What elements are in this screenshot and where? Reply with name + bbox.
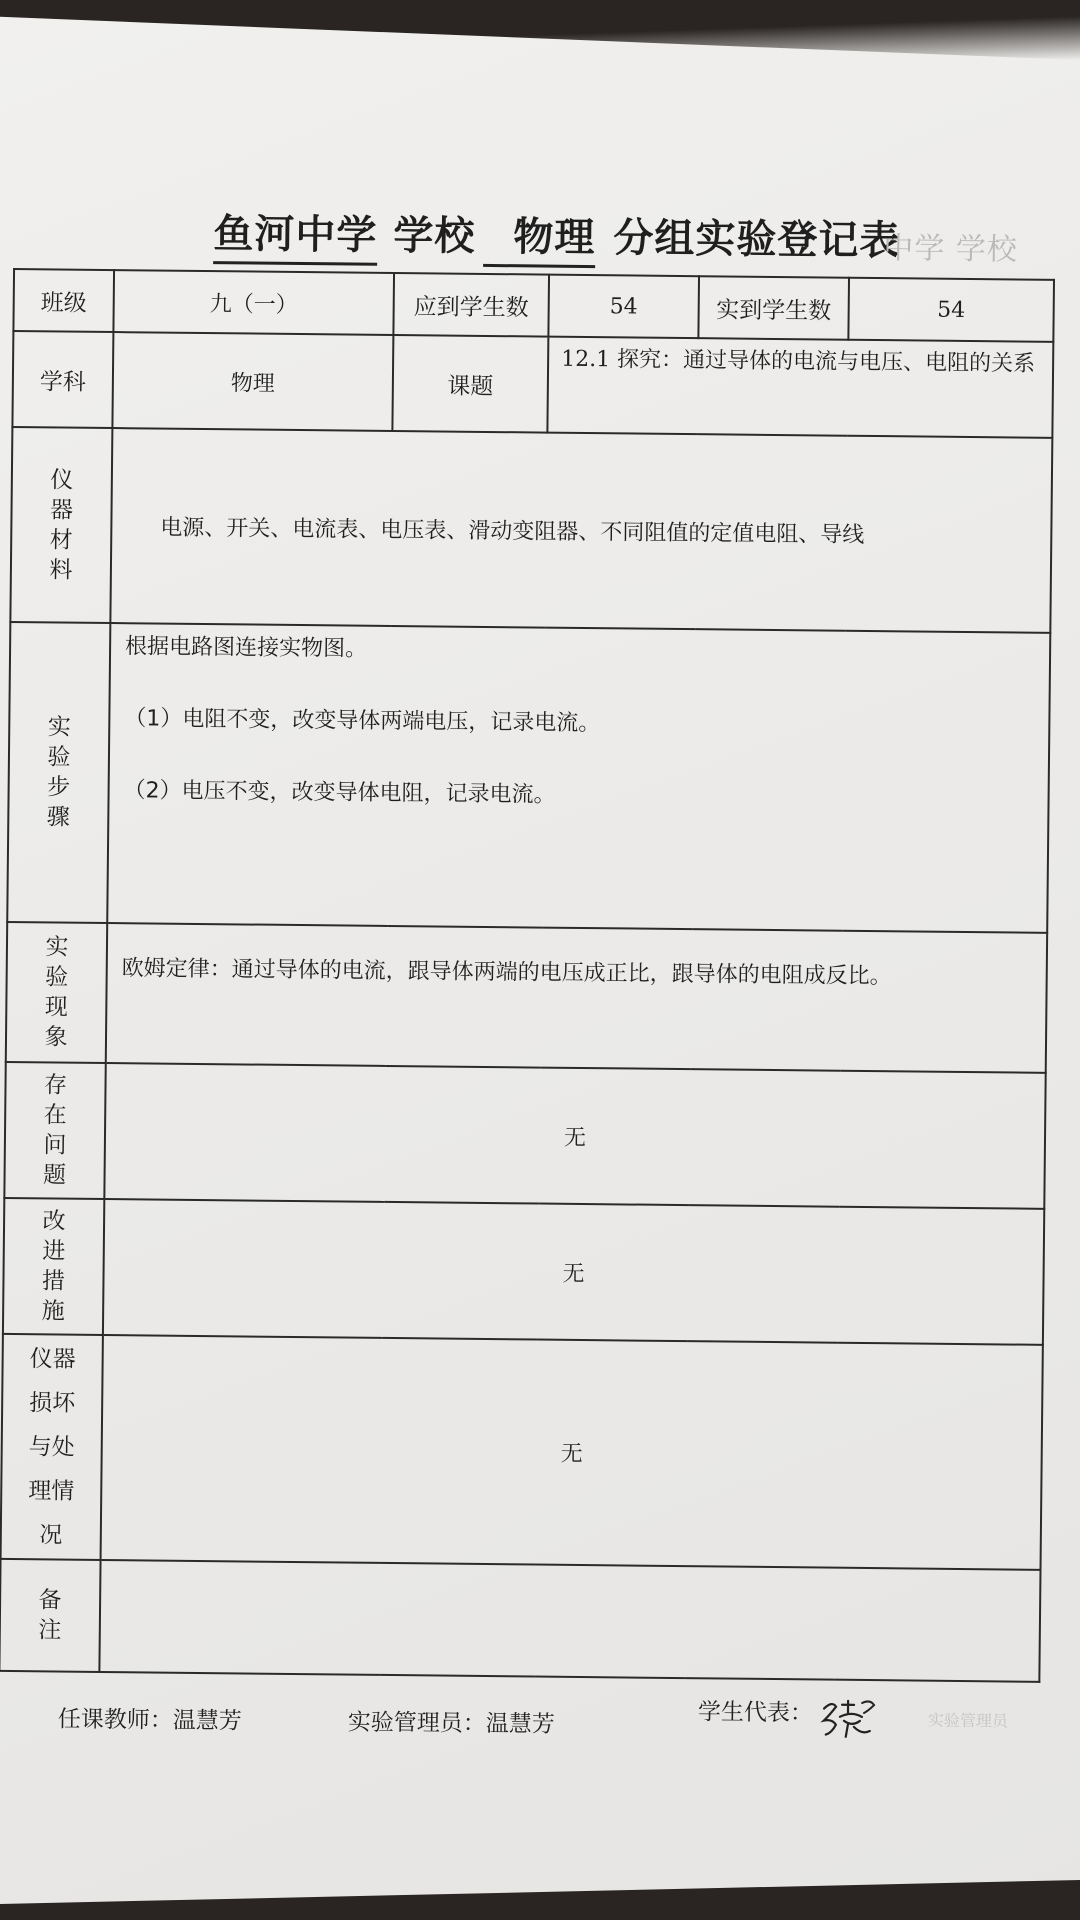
student-handwritten-signature-icon [818, 1695, 888, 1740]
title-school: 鱼河中学 [213, 202, 378, 266]
equipment-label: 仪器材料 [10, 427, 112, 623]
expected-students-label: 应到学生数 [393, 273, 549, 337]
row-remarks [0, 1559, 1041, 1682]
admin-name: 温慧芳 [485, 1711, 555, 1738]
class-value: 九（一） [113, 270, 394, 335]
step-intro: 根据电路图连接实物图。 [124, 634, 368, 662]
actual-students-label: 实到学生数 [698, 276, 849, 340]
teacher-label: 任课教师： [57, 1706, 174, 1734]
row-subject [12, 331, 1053, 438]
title-subject: 物理 [483, 205, 596, 268]
equipment-value: 电源、开关、电流表、电压表、滑动变阻器、不同阻值的定值电阻、导线 [110, 428, 1052, 633]
topic-label: 课题 [392, 335, 548, 433]
damage-value: 无 [101, 1335, 1043, 1570]
expected-students-value: 54 [548, 275, 699, 339]
admin-signature [348, 1704, 555, 1739]
stamp-bleed-through: 实验管理员 [927, 1710, 1009, 1731]
topic-value: 12.1 探究：通过导体的电流与电压、电阻的关系 [547, 337, 1053, 438]
form-table [0, 268, 1055, 1683]
phenomenon-label: 实验现象 [6, 922, 107, 1063]
admin-label: 实验管理员： [347, 1709, 486, 1738]
improvements-value: 无 [103, 1199, 1044, 1345]
subject-label: 学科 [12, 331, 113, 428]
phenomenon-value: 欧姆定律：通过导体的电流，跟导体两端的电压成正比，跟导体的电阻成反比。 [106, 923, 1047, 1073]
row-damage [1, 1334, 1043, 1570]
title-suffix: 分组实验登记表 [613, 215, 901, 265]
row-equipment [10, 427, 1052, 633]
row-improvements [3, 1198, 1044, 1345]
registration-form [0, 180, 1054, 1763]
problems-value: 无 [104, 1063, 1045, 1209]
row-phenomenon [6, 922, 1047, 1073]
student-rep-label: 学生代表： [697, 1699, 814, 1727]
damage-label: 仪器损坏与处理情况 [1, 1334, 103, 1560]
subject-value: 物理 [112, 332, 393, 431]
form-title [13, 180, 1054, 279]
remarks-value [99, 1560, 1040, 1682]
step-1: （1）电阻不变，改变导体两端电压，记录电流。 [124, 706, 601, 737]
steps-label: 实验步骤 [7, 622, 110, 923]
row-class [13, 269, 1054, 342]
teacher-name: 温慧芳 [172, 1707, 243, 1735]
background-edge-top [0, 0, 1080, 60]
step-2: （2）电压不变，改变导体电阻，记录电流。 [123, 778, 556, 808]
improvements-label: 改进措施 [3, 1198, 104, 1335]
row-problems [4, 1062, 1045, 1209]
class-label: 班级 [13, 269, 114, 332]
row-steps [7, 622, 1050, 933]
remarks-label: 备注 [0, 1559, 101, 1672]
actual-students-value: 54 [848, 278, 1054, 342]
form-footer [0, 1682, 1038, 1763]
teacher-signature [58, 1701, 242, 1736]
problems-label: 存在问题 [4, 1062, 105, 1199]
background-edge-bottom [0, 1880, 1080, 1920]
title-bleed-through: 中学 学校 [883, 231, 1019, 268]
title-school-suffix: 学校 [393, 212, 476, 260]
steps-content [107, 623, 1050, 933]
